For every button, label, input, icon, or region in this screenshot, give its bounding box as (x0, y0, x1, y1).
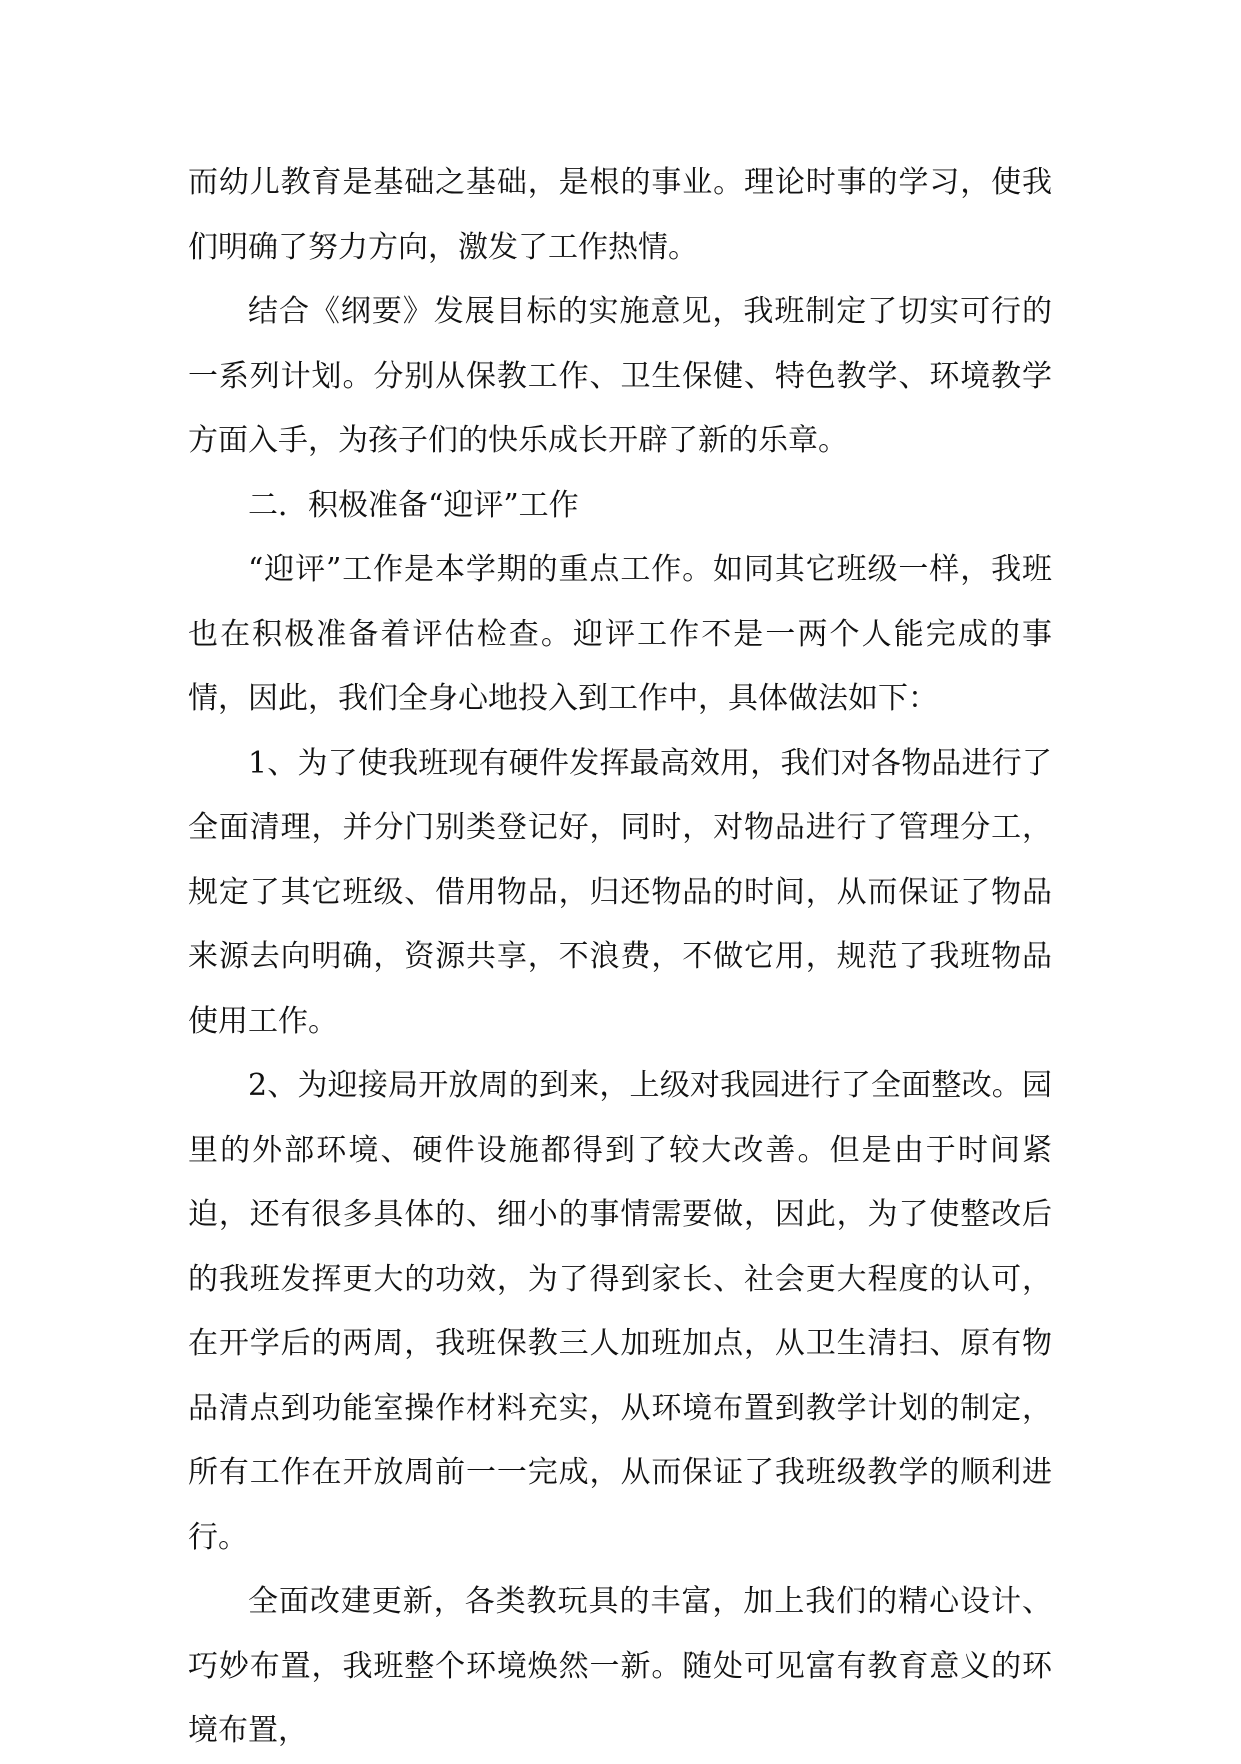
paragraph-6: 全面改建更新，各类教玩具的丰富，加上我们的精心设计、巧妙布置，我班整个环境焕然一新。随处可见富有教育意义的环境布置， (188, 1584, 1052, 1748)
paragraph-3: “迎评”工作是本学期的重点工作。如同其它班级一样，我班也在积极准备着评估检查。迎评工作不是一两个人能完成的事情，因此，我们全身心地投入到工作中，具体做法如下： (188, 552, 1052, 716)
section-heading: 二．积极准备“迎评”工作 (248, 487, 579, 523)
paragraph-2: 结合《纲要》发展目标的实施意见，我班制定了切实可行的一系列计划。分别从保教工作、卫生保健、特色教学、环境教学方面入手，为孩子们的快乐成长开辟了新的乐章。 (188, 294, 1052, 458)
document-body (188, 151, 1052, 1764)
paragraph-1: 而幼儿教育是基础之基础，是根的事业。理论时事的学习，使我们明确了努力方向，激发了工作热情。 (188, 165, 1052, 265)
paragraph-5: 2、为迎接局开放周的到来，上级对我园进行了全面整改。园里的外部环境、硬件设施都得到了较大改善。但是由于时间紧迫，还有很多具体的、细小的事情需要做，因此，为了使整改后的我班发挥更大的功效，为了得到家长、社会更大程度的认可，在开学后的两周，我班保教三人加班加点，从卫生清扫、原有物品清点到功能室操作材料充实，从环境布置到教学计划的制定，所有工作在开放周前一一完成，从而保证了我班级教学的顺利进行。 (188, 1068, 1052, 1555)
paragraph-4: 1、为了使我班现有硬件发挥最高效用，我们对各物品进行了全面清理，并分门别类登记好，同时，对物品进行了管理分工，规定了其它班级、借用物品，归还物品的时间，从而保证了物品来源去向明确，资源共享，不浪费，不做它用，规范了我班物品使用工作。 (188, 745, 1052, 1039)
